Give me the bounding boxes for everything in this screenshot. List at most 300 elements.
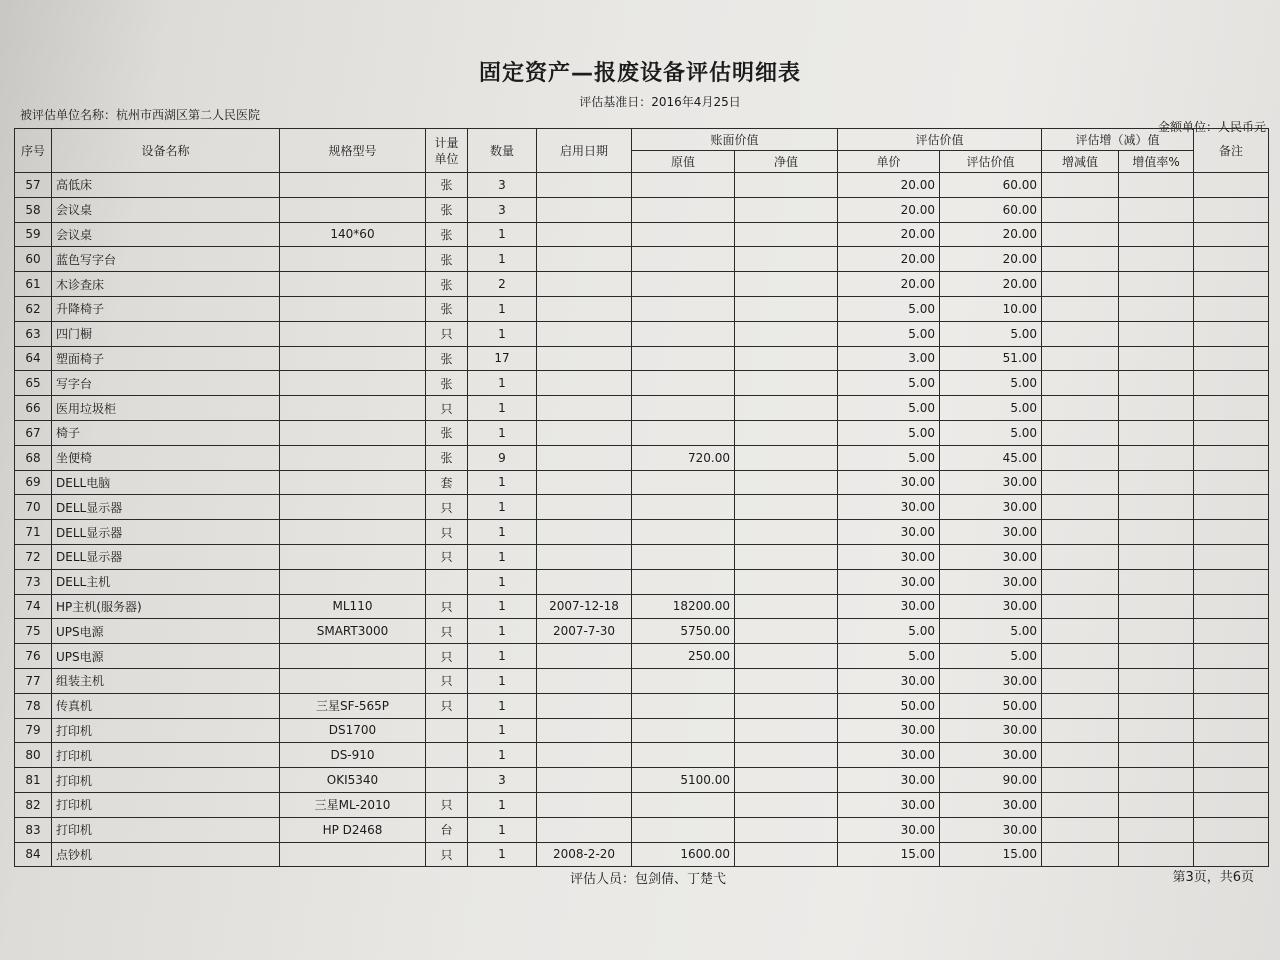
row-rate [1119,296,1194,321]
row-value: 30.00 [940,668,1042,693]
row-name: DELL显示器 [52,544,280,569]
table-row [15,693,1269,718]
row-qty: 1 [468,644,537,669]
row-name: 传真机 [52,693,280,718]
row-seq: 74 [15,594,52,619]
row-date [537,693,632,718]
row-date [537,272,632,297]
row-remark [1194,842,1269,867]
row-price: 30.00 [838,594,940,619]
row-remark [1194,520,1269,545]
row-price: 20.00 [838,197,940,222]
row-net [735,668,838,693]
row-price: 20.00 [838,173,940,198]
row-rate [1119,470,1194,495]
row-seq: 69 [15,470,52,495]
row-qty: 1 [468,569,537,594]
row-unit: 张 [426,247,468,272]
row-date [537,792,632,817]
row-net [735,470,838,495]
row-change [1042,321,1119,346]
row-name: 会议桌 [52,197,280,222]
row-change [1042,470,1119,495]
row-unit [426,569,468,594]
row-remark [1194,619,1269,644]
row-name: 医用垃圾柜 [52,396,280,421]
row-remark [1194,668,1269,693]
row-date [537,197,632,222]
row-rate [1119,594,1194,619]
row-value: 30.00 [940,569,1042,594]
row-date [537,222,632,247]
row-value: 5.00 [940,619,1042,644]
header-remark: 备注 [1194,129,1269,173]
row-value: 30.00 [940,544,1042,569]
row-net [735,817,838,842]
row-price: 20.00 [838,247,940,272]
page-number: 第3页，共6页 [1172,870,1254,885]
row-orig [632,272,735,297]
row-change [1042,173,1119,198]
table-row [15,272,1269,297]
row-unit: 只 [426,842,468,867]
row-name: 木诊查床 [52,272,280,297]
row-unit: 张 [426,296,468,321]
table-row [15,321,1269,346]
row-price: 30.00 [838,668,940,693]
row-remark [1194,569,1269,594]
row-remark [1194,470,1269,495]
row-spec [280,420,426,445]
row-net [735,520,838,545]
row-rate [1119,173,1194,198]
row-change [1042,197,1119,222]
row-date [537,817,632,842]
row-value: 30.00 [940,495,1042,520]
row-remark [1194,768,1269,793]
row-net [735,321,838,346]
row-seq: 71 [15,520,52,545]
row-rate [1119,792,1194,817]
row-orig [632,346,735,371]
row-seq: 64 [15,346,52,371]
row-remark [1194,371,1269,396]
row-qty: 1 [468,470,537,495]
row-orig [632,520,735,545]
row-net [735,569,838,594]
row-change [1042,817,1119,842]
row-rate [1119,768,1194,793]
table-row [15,792,1269,817]
row-price: 30.00 [838,718,940,743]
table-row [15,544,1269,569]
header-book: 账面价值 [632,129,838,151]
row-unit: 张 [426,173,468,198]
row-name: DELL显示器 [52,495,280,520]
header-seq: 序号 [15,129,52,173]
page-title: 固定资产—报废设备评估明细表 [478,61,801,86]
row-net [735,792,838,817]
row-rate [1119,544,1194,569]
row-net [735,594,838,619]
row-rate [1119,371,1194,396]
header-spec: 规格型号 [280,129,426,173]
header-change: 评估增（减）值 [1042,129,1194,151]
row-orig [632,792,735,817]
row-qty: 3 [468,197,537,222]
table-row [15,619,1269,644]
row-spec [280,346,426,371]
row-value: 30.00 [940,718,1042,743]
row-unit: 张 [426,445,468,470]
row-date [537,173,632,198]
row-qty: 9 [468,445,537,470]
row-net [735,296,838,321]
row-spec [280,569,426,594]
row-net [735,346,838,371]
row-spec [280,272,426,297]
row-date [537,445,632,470]
row-name: 四门橱 [52,321,280,346]
row-rate [1119,247,1194,272]
row-seq: 70 [15,495,52,520]
row-unit: 只 [426,495,468,520]
row-remark [1194,544,1269,569]
row-orig: 5750.00 [632,619,735,644]
row-unit: 只 [426,792,468,817]
row-spec [280,321,426,346]
header-eval-unit: 单价 [838,151,940,173]
row-orig [632,222,735,247]
row-net [735,396,838,421]
row-remark [1194,644,1269,669]
row-change [1042,792,1119,817]
row-qty: 1 [468,842,537,867]
row-qty: 1 [468,718,537,743]
row-orig [632,420,735,445]
row-name: 椅子 [52,420,280,445]
row-value: 45.00 [940,445,1042,470]
table-row [15,296,1269,321]
row-remark [1194,396,1269,421]
row-orig [632,718,735,743]
row-rate [1119,644,1194,669]
row-unit: 只 [426,520,468,545]
row-remark [1194,197,1269,222]
row-orig [632,173,735,198]
row-net [735,247,838,272]
row-date [537,296,632,321]
row-change [1042,594,1119,619]
row-net [735,445,838,470]
row-rate [1119,693,1194,718]
row-remark [1194,594,1269,619]
row-spec [280,445,426,470]
row-unit: 张 [426,346,468,371]
row-date [537,346,632,371]
row-orig [632,495,735,520]
row-value: 5.00 [940,371,1042,396]
row-date: 2007-7-30 [537,619,632,644]
row-rate [1119,272,1194,297]
row-change [1042,619,1119,644]
row-name: 打印机 [52,817,280,842]
row-rate [1119,743,1194,768]
row-value: 30.00 [940,594,1042,619]
row-spec [280,173,426,198]
row-value: 30.00 [940,743,1042,768]
row-name: HP主机(服务器) [52,594,280,619]
row-change [1042,346,1119,371]
row-price: 5.00 [838,296,940,321]
row-value: 5.00 [940,321,1042,346]
row-seq: 60 [15,247,52,272]
row-rate [1119,817,1194,842]
row-remark [1194,792,1269,817]
row-value: 15.00 [940,842,1042,867]
row-seq: 73 [15,569,52,594]
row-change [1042,222,1119,247]
table-row [15,743,1269,768]
header-book-net: 净值 [735,151,838,173]
row-price: 15.00 [838,842,940,867]
row-name: 塑面椅子 [52,346,280,371]
table-row [15,594,1269,619]
row-name: 蓝色写字台 [52,247,280,272]
row-qty: 1 [468,495,537,520]
row-rate [1119,321,1194,346]
row-seq: 79 [15,718,52,743]
row-name: 升降椅子 [52,296,280,321]
row-rate [1119,197,1194,222]
row-rate [1119,445,1194,470]
row-orig [632,668,735,693]
row-spec: DS-910 [280,743,426,768]
row-spec [280,296,426,321]
row-name: 坐便椅 [52,445,280,470]
row-rate [1119,668,1194,693]
row-value: 20.00 [940,222,1042,247]
row-seq: 67 [15,420,52,445]
row-change [1042,296,1119,321]
row-orig: 250.00 [632,644,735,669]
row-net [735,222,838,247]
row-orig [632,371,735,396]
row-price: 30.00 [838,544,940,569]
row-remark [1194,718,1269,743]
row-rate [1119,222,1194,247]
header-book-orig: 原值 [632,151,735,173]
row-unit [426,768,468,793]
row-price: 5.00 [838,371,940,396]
row-remark [1194,693,1269,718]
row-change [1042,569,1119,594]
row-price: 3.00 [838,346,940,371]
row-seq: 75 [15,619,52,644]
header-unit: 计量单位 [426,129,468,173]
row-qty: 1 [468,817,537,842]
row-date [537,396,632,421]
table-row [15,495,1269,520]
row-spec [280,197,426,222]
row-qty: 2 [468,272,537,297]
row-rate [1119,520,1194,545]
row-change [1042,693,1119,718]
row-seq: 58 [15,197,52,222]
row-net [735,718,838,743]
row-rate [1119,619,1194,644]
table-row [15,420,1269,445]
row-remark [1194,222,1269,247]
row-date [537,470,632,495]
row-qty: 1 [468,594,537,619]
row-net [735,743,838,768]
row-spec: 三星SF-565P [280,693,426,718]
row-change [1042,272,1119,297]
row-value: 20.00 [940,272,1042,297]
row-qty: 1 [468,222,537,247]
row-spec [280,371,426,396]
row-seq: 81 [15,768,52,793]
row-value: 30.00 [940,817,1042,842]
table-row [15,470,1269,495]
row-value: 60.00 [940,197,1042,222]
row-spec [280,520,426,545]
row-unit: 只 [426,693,468,718]
row-change [1042,520,1119,545]
row-date [537,743,632,768]
row-change [1042,396,1119,421]
row-qty: 1 [468,396,537,421]
row-qty: 1 [468,420,537,445]
row-remark [1194,445,1269,470]
table-row [15,445,1269,470]
row-qty: 1 [468,371,537,396]
row-name: 打印机 [52,792,280,817]
row-date [537,569,632,594]
row-remark [1194,346,1269,371]
row-qty: 1 [468,321,537,346]
row-name: 点钞机 [52,842,280,867]
row-unit: 只 [426,619,468,644]
row-price: 30.00 [838,817,940,842]
row-change [1042,544,1119,569]
row-unit: 只 [426,396,468,421]
row-spec: OKI5340 [280,768,426,793]
row-orig [632,247,735,272]
row-value: 51.00 [940,346,1042,371]
row-date: 2008-2-20 [537,842,632,867]
table-row [15,817,1269,842]
row-qty: 1 [468,792,537,817]
row-date: 2007-12-18 [537,594,632,619]
row-qty: 1 [468,668,537,693]
row-spec [280,247,426,272]
header-name: 设备名称 [52,129,280,173]
row-seq: 65 [15,371,52,396]
row-name: 高低床 [52,173,280,198]
row-price: 50.00 [838,693,940,718]
row-spec [280,668,426,693]
row-price: 30.00 [838,569,940,594]
row-net [735,693,838,718]
row-change [1042,842,1119,867]
row-rate [1119,495,1194,520]
row-orig [632,569,735,594]
row-qty: 3 [468,768,537,793]
row-value: 20.00 [940,247,1042,272]
row-net [735,272,838,297]
row-net [735,495,838,520]
row-unit [426,743,468,768]
table-row [15,718,1269,743]
row-date [537,544,632,569]
row-qty: 1 [468,520,537,545]
row-seq: 78 [15,693,52,718]
row-seq: 66 [15,396,52,421]
row-remark [1194,247,1269,272]
row-qty: 1 [468,743,537,768]
row-date [537,668,632,693]
row-name: 打印机 [52,743,280,768]
row-orig: 720.00 [632,445,735,470]
row-orig [632,296,735,321]
row-value: 50.00 [940,693,1042,718]
row-date [537,420,632,445]
row-unit: 张 [426,222,468,247]
row-price: 20.00 [838,222,940,247]
row-seq: 68 [15,445,52,470]
row-orig: 1600.00 [632,842,735,867]
table-row [15,569,1269,594]
evaluated-unit: 被评估单位名称：杭州市西湖区第二人民医院 [20,108,261,122]
table-row [15,768,1269,793]
table-row [15,396,1269,421]
row-remark [1194,743,1269,768]
row-name: UPS电源 [52,619,280,644]
row-value: 5.00 [940,396,1042,421]
row-spec: ML110 [280,594,426,619]
table-row [15,842,1269,867]
row-unit: 张 [426,197,468,222]
row-price: 30.00 [838,495,940,520]
row-remark [1194,495,1269,520]
row-value: 30.00 [940,470,1042,495]
row-change [1042,420,1119,445]
row-seq: 62 [15,296,52,321]
row-orig [632,693,735,718]
table-row [15,197,1269,222]
row-remark [1194,321,1269,346]
row-name: DELL电脑 [52,470,280,495]
row-date [537,644,632,669]
row-orig: 18200.00 [632,594,735,619]
row-qty: 17 [468,346,537,371]
base-date: 评估基准日：2016年4月25日 [579,95,741,109]
row-value: 60.00 [940,173,1042,198]
row-price: 30.00 [838,768,940,793]
row-name: 打印机 [52,718,280,743]
header-eval-value: 评估价值 [940,151,1042,173]
row-date [537,768,632,793]
row-value: 30.00 [940,792,1042,817]
row-date [537,520,632,545]
row-change [1042,718,1119,743]
row-seq: 84 [15,842,52,867]
row-change [1042,371,1119,396]
row-qty: 1 [468,693,537,718]
row-seq: 59 [15,222,52,247]
